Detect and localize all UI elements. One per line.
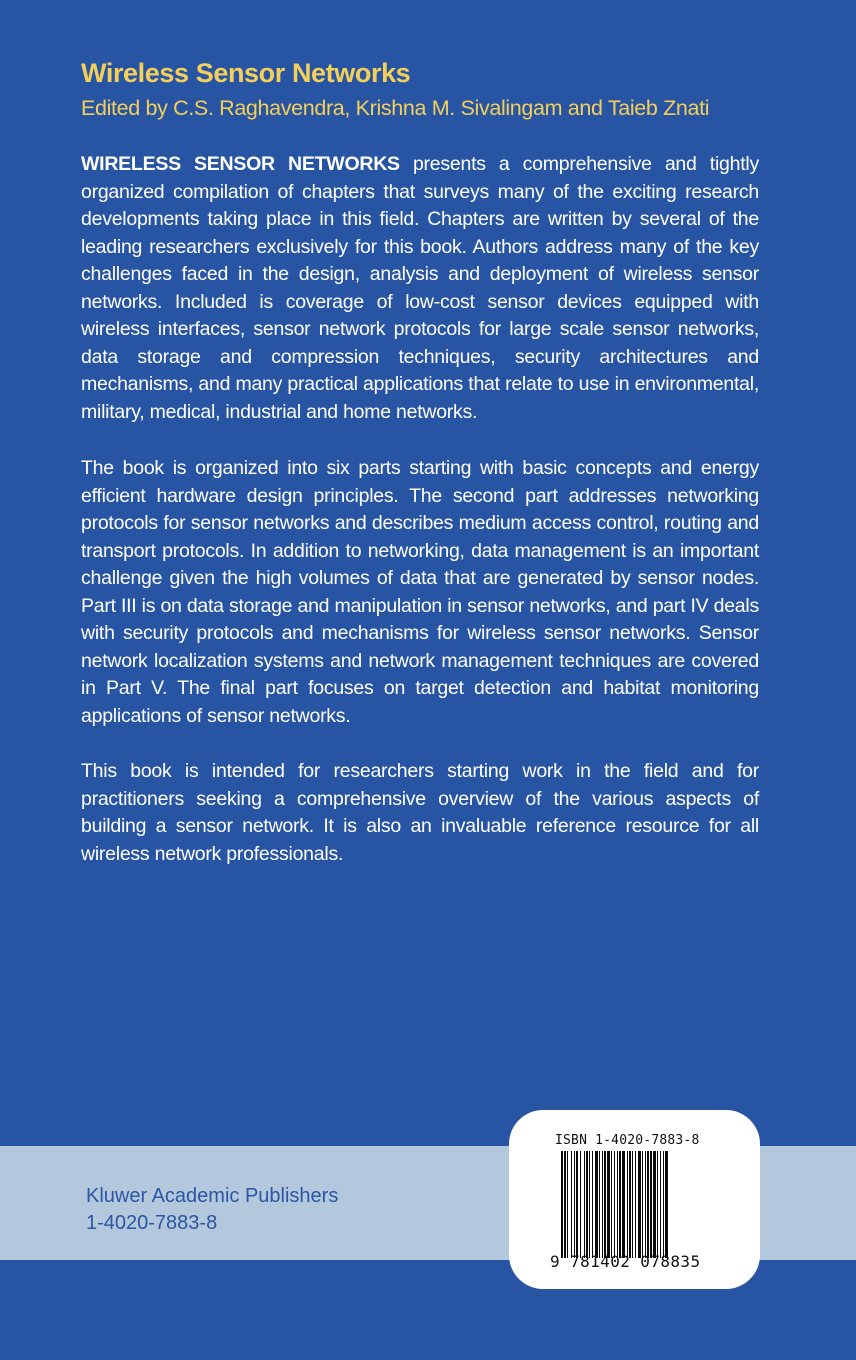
book-editors: Edited by C.S. Raghavendra, Krishna M. Sivalingam and Taieb Znati <box>81 96 710 120</box>
barcode-ean-digits: 9 781402 078835 <box>550 1252 701 1271</box>
publisher-name: Kluwer Academic Publishers <box>86 1185 339 1207</box>
barcode-icon <box>559 1151 711 1258</box>
barcode-isbn-label: ISBN 1-4020-7883-8 <box>555 1133 700 1148</box>
description-paragraph-2: The book is organized into six parts starting with basic concepts and energy efficient hardware design principles. The second part addresses networking protocols for sensor networks and describes medium access control, routing and transport protocols. In addition to networking, data management is an important challenge given the high volumes of data that are generated by sensor nodes. Part III is on data storage and manipulation in sensor networks, and part IV deals with security protocols and mechanisms for wireless sensor networks. Sensor network localization systems and network management techniques are covered in Part V. The final part focuses on target detection and habitat monitoring applications of sensor networks. <box>81 457 759 727</box>
description-paragraph-1 <box>81 151 759 426</box>
description-lead: WIRELESS SENSOR NETWORKS <box>81 153 400 175</box>
publisher-isbn: 1-4020-7883-8 <box>86 1212 218 1234</box>
barcode-card <box>509 1110 760 1289</box>
book-title: Wireless Sensor Networks <box>81 58 411 88</box>
description-paragraph-3: This book is intended for researchers starting work in the field and for practitioners seeking a comprehensive overview of the various aspects of building a sensor network. It is also an invaluable reference resource for all wireless network professionals. <box>81 760 759 865</box>
description-paragraph-1-text: presents a comprehensive and tightly organized compilation of chapters that surveys many of the exciting research developments taking place in this field. Chapters are written by several of the leading researchers exclusively for this book. Authors address many of the key challenges faced in the design, analysis and deployment of wireless sensor networks. Included is coverage of low-cost sensor devices equipped with wireless interfaces, sensor network protocols for large scale sensor networks, data storage and compression techniques, security architectures and mechanisms, and many practical applications that relate to use in environmental, military, medical, industrial and home networks. <box>81 153 759 423</box>
